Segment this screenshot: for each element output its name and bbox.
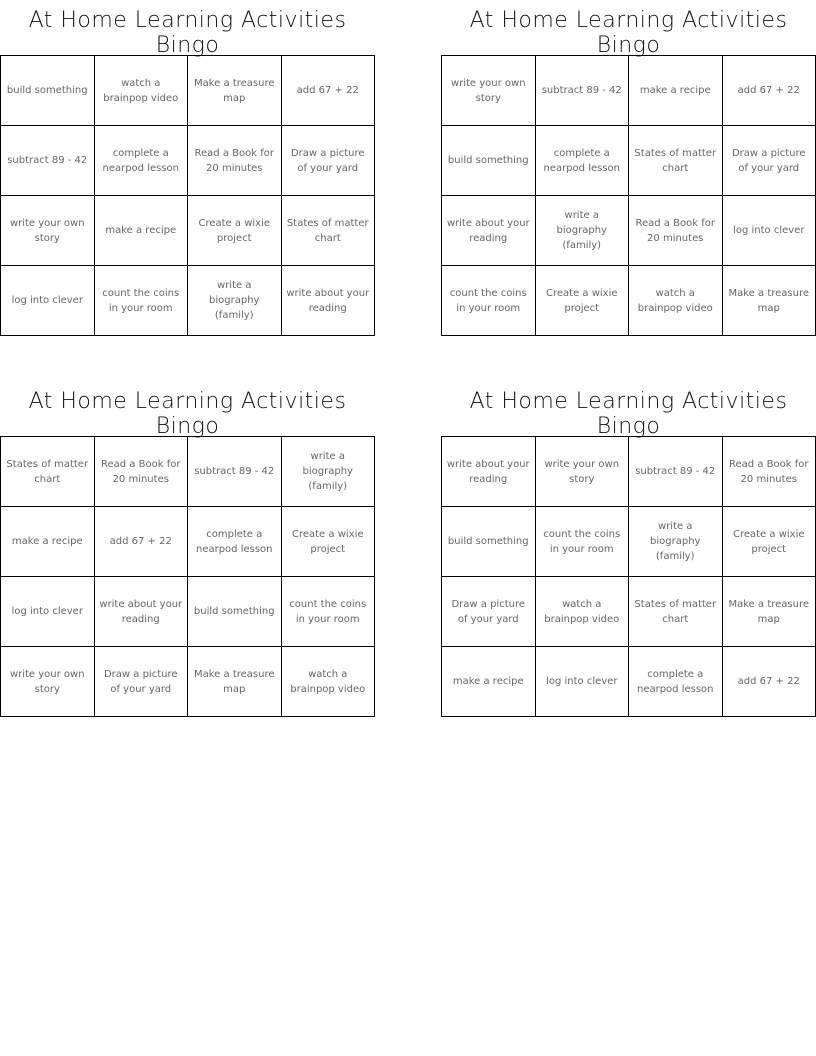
- bingo-cell: write about your reading: [442, 437, 536, 507]
- bingo-cell: add 67 + 22: [722, 647, 816, 717]
- bingo-row: [1, 507, 375, 577]
- bingo-cell: build something: [188, 577, 282, 647]
- bingo-cell: Make a treasure map: [722, 266, 816, 336]
- bingo-cell: build something: [442, 126, 536, 196]
- bingo-cell: States of matter chart: [629, 126, 723, 196]
- bingo-cell: Read a Book for 20 minutes: [94, 437, 188, 507]
- bingo-cell: watch a brainpop video: [629, 266, 723, 336]
- bingo-cell: Make a treasure map: [722, 577, 816, 647]
- bingo-cell: subtract 89 - 42: [1, 126, 95, 196]
- bingo-cell: build something: [442, 507, 536, 577]
- bingo-cell: count the coins in your room: [281, 577, 375, 647]
- bingo-row: [442, 266, 816, 336]
- bingo-cell: States of matter chart: [1, 437, 95, 507]
- card-title: At Home Learning Activities Bingo: [469, 389, 788, 439]
- bingo-row: [1, 196, 375, 266]
- bingo-cell: write a biography (family): [629, 507, 723, 577]
- bingo-cell: Make a treasure map: [188, 647, 282, 717]
- bingo-cell: build something: [1, 56, 95, 126]
- bingo-cell: log into clever: [1, 577, 95, 647]
- bingo-row: [442, 507, 816, 577]
- bingo-cell: count the coins in your room: [535, 507, 629, 577]
- bingo-cell: watch a brainpop video: [535, 577, 629, 647]
- bingo-row: [1, 266, 375, 336]
- bingo-cell: add 67 + 22: [94, 507, 188, 577]
- bingo-row: [442, 647, 816, 717]
- bingo-row: [442, 196, 816, 266]
- bingo-row: [1, 437, 375, 507]
- bingo-cell: write your own story: [1, 196, 95, 266]
- bingo-cell: write your own story: [535, 437, 629, 507]
- bingo-cell: Draw a picture of your yard: [94, 647, 188, 717]
- bingo-row: [1, 577, 375, 647]
- bingo-cell: write a biography (family): [188, 266, 282, 336]
- bingo-cell: write your own story: [442, 56, 536, 126]
- bingo-cell: add 67 + 22: [281, 56, 375, 126]
- bingo-cell: Draw a picture of your yard: [442, 577, 536, 647]
- bingo-row: [442, 577, 816, 647]
- bingo-cell: Read a Book for 20 minutes: [188, 126, 282, 196]
- bingo-cell: Draw a picture of your yard: [281, 126, 375, 196]
- bingo-grid: [441, 436, 816, 717]
- bingo-cell: write about your reading: [94, 577, 188, 647]
- bingo-cell: write about your reading: [281, 266, 375, 336]
- bingo-cell: Read a Book for 20 minutes: [722, 437, 816, 507]
- card-title: At Home Learning Activities Bingo: [469, 8, 788, 58]
- bingo-grid: [0, 436, 375, 717]
- bingo-cell: Create a wixie project: [722, 507, 816, 577]
- bingo-cell: make a recipe: [1, 507, 95, 577]
- bingo-cell: log into clever: [722, 196, 816, 266]
- bingo-cell: write about your reading: [442, 196, 536, 266]
- bingo-cell: States of matter chart: [281, 196, 375, 266]
- bingo-cell: make a recipe: [94, 196, 188, 266]
- bingo-cell: States of matter chart: [629, 577, 723, 647]
- bingo-cell: subtract 89 - 42: [629, 437, 723, 507]
- bingo-row: [442, 56, 816, 126]
- bingo-row: [1, 126, 375, 196]
- bingo-cell: complete a nearpod lesson: [629, 647, 723, 717]
- bingo-grid: [441, 55, 816, 336]
- card-title: At Home Learning Activities Bingo: [28, 389, 347, 439]
- bingo-row: [1, 647, 375, 717]
- bingo-cell: add 67 + 22: [722, 56, 816, 126]
- bingo-cell: write a biography (family): [281, 437, 375, 507]
- bingo-cell: log into clever: [1, 266, 95, 336]
- bingo-cell: watch a brainpop video: [94, 56, 188, 126]
- bingo-cell: Create a wixie project: [188, 196, 282, 266]
- bingo-row: [1, 56, 375, 126]
- bingo-row: [442, 437, 816, 507]
- bingo-cell: Draw a picture of your yard: [722, 126, 816, 196]
- bingo-cell: make a recipe: [629, 56, 723, 126]
- bingo-cell: write your own story: [1, 647, 95, 717]
- bingo-cell: count the coins in your room: [94, 266, 188, 336]
- bingo-cell: Make a treasure map: [188, 56, 282, 126]
- bingo-cell: complete a nearpod lesson: [94, 126, 188, 196]
- bingo-cell: watch a brainpop video: [281, 647, 375, 717]
- bingo-grid: [0, 55, 375, 336]
- bingo-cell: complete a nearpod lesson: [535, 126, 629, 196]
- bingo-cell: subtract 89 - 42: [188, 437, 282, 507]
- card-title: At Home Learning Activities Bingo: [28, 8, 347, 58]
- bingo-cell: subtract 89 - 42: [535, 56, 629, 126]
- bingo-cell: complete a nearpod lesson: [188, 507, 282, 577]
- bingo-cell: make a recipe: [442, 647, 536, 717]
- bingo-row: [442, 126, 816, 196]
- bingo-cell: Read a Book for 20 minutes: [629, 196, 723, 266]
- bingo-cell: Create a wixie project: [535, 266, 629, 336]
- bingo-cell: Create a wixie project: [281, 507, 375, 577]
- bingo-cell: log into clever: [535, 647, 629, 717]
- bingo-cell: write a biography (family): [535, 196, 629, 266]
- bingo-cell: count the coins in your room: [442, 266, 536, 336]
